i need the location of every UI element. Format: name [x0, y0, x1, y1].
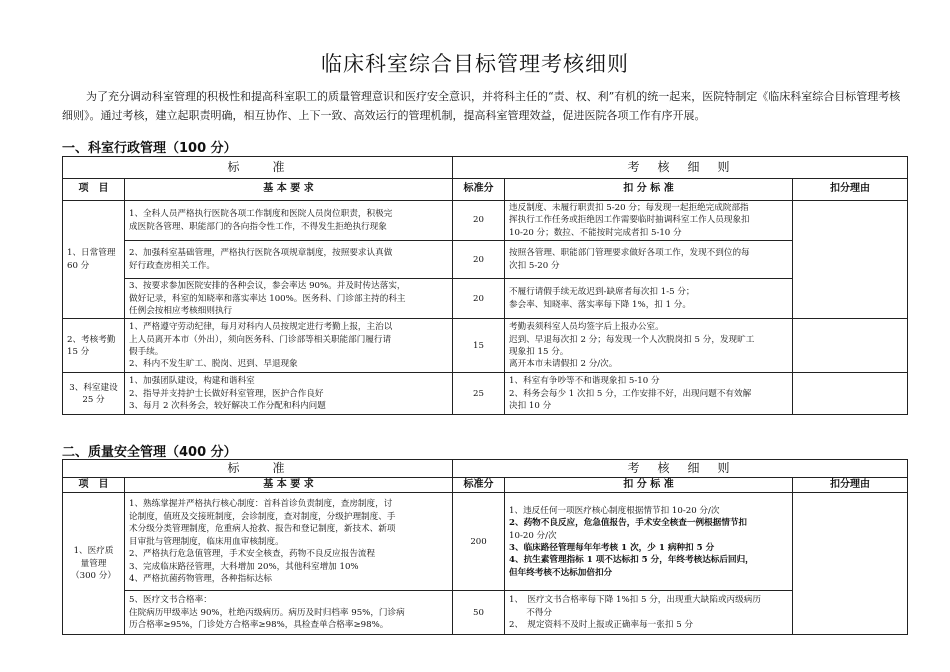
header-basic: 基 本 要 求 — [125, 478, 453, 493]
section-2-title: 二、质量安全管理（400 分） — [62, 445, 237, 460]
deduct-cell: 考勤表须科室人员均签字后上报办公室。 迟到、早退每次扣 2 分；每发现一个人次脱岗扣 5 分，发现旷工 现象扣 15 分。 离开本市未请假扣 2 分/次。 — [505, 319, 793, 373]
header-deduct: 扣 分 标 准 — [505, 179, 793, 201]
header-score: 标准分 — [453, 478, 505, 493]
item-cell: 1、日常管理 60 分 — [63, 201, 125, 319]
item-cell: 2、考核考勤 15 分 — [63, 319, 125, 373]
score-cell: 15 — [453, 319, 505, 373]
score-cell: 20 — [453, 201, 505, 241]
reason-cell[interactable] — [793, 201, 908, 319]
reason-cell[interactable] — [793, 493, 908, 635]
score-cell: 200 — [453, 493, 505, 591]
header-item: 项 目 — [63, 179, 125, 201]
header-standard: 标 准 — [63, 157, 453, 179]
req-cell: 1、全科人员严格执行医院各项工作制度和医院人员岗位职责，积极完 成医院各管理、职能部门的各向指令性工作，不得发生拒绝执行现象 — [125, 201, 453, 241]
admin-table — [62, 156, 908, 415]
table-row — [63, 241, 908, 279]
req-cell: 5、医疗文书合格率： 住院病历甲级率达 90%，杜绝丙级病历。病历及时归档率 95%，门诊病 历合格率≥95%，门诊处方合格率≥98%，具检查单合格率≥98%。 — [125, 591, 453, 635]
deduct-cell: 1、 医疗文书合格率每下降 1%扣 5 分，出现重大缺陷或丙级病历 不得分 2、 规定资料不及时上报或正确率每一张扣 5 分 — [505, 591, 793, 635]
table-row — [63, 591, 908, 635]
deduct-cell: 违反制度、未履行职责扣 5-20 分；每发现一起拒绝完成院部指 挥执行工作任务或拒绝因工作需要临时抽调科室工作人员现象扣 10-20 分；数拉、不能按时完成者扣 5-10 分 — [505, 201, 793, 241]
intro-text: 为了充分调动科室管理的积极性和提高科室职工的质量管理意识和医疗安全意识，并将科主任的“责、权、利”有机的统一起来，医院特制定《临床科室综合目标管理考核细则》。通过考核，建立起职责明确，相互协作、上下一致、高效运行的管理机制，提高科室管理效益，促进医院各项工作有序开展。 — [62, 90, 901, 122]
req-cell: 1、严格遵守劳动纪律，每月对科内人员按规定进行考勤上报，主治以 上人员离开本市（外出），须向医务科、门诊部等相关职能部门履行请 假手续。 2、科内不发生旷工、脱岗、迟到、早退现象 — [125, 319, 453, 373]
header-detail: 考 核 细 则 — [453, 157, 908, 179]
header-detail: 考 核 细 则 — [453, 460, 908, 478]
deduct-cell: 1、违反任何一项医疗核心制度根据情节扣 10-20 分/次 2、药物不良反应，危急值报告，手术安全核查一例根据情节扣 10-20 分/次 3、临床路径管理每年年考核 1 次，少 1 病种扣 5 分 4、抗生素管理指标 1 项不达标扣 5 分，年终考核达标后回归， 但年终考核不达标加倍扣分 — [505, 493, 793, 591]
quality-table — [62, 459, 908, 635]
req-cell: 1、熟练掌握并严格执行核心制度：首科首诊负责制度，查房制度，讨 论制度，值班及交接班制度，会诊制度，查对制度，分级护理制度、手 术分级分类管理制度，危重病人抢救、报告和登记制度，新技术、新项 目审批与管理制度，临床用血审核制度。 2、严格执行危急值管理，手术安全核查，药物不良反应报告流程 3、完成临床路径管理，大科增加 20%，其他科室增加 10% 4、严格抗菌药物管理，各种指标达标 — [125, 493, 453, 591]
table-row — [63, 493, 908, 591]
table-row — [63, 279, 908, 319]
req-cell: 3、按要求参加医院安排的各种会议，参会率达 90%。并及时传达落实， 做好记录，科室的知晓率和落实率达 100%。医务科、门诊部主持的科主 任例会按相应考核细则执行 — [125, 279, 453, 319]
deduct-cell: 按照各管理、职能部门管理要求做好各项工作，发现不到位的每 次扣 5-20 分 — [505, 241, 793, 279]
item-cell: 1、医疗质 量管理 （300 分） — [63, 493, 125, 635]
reason-cell[interactable] — [793, 373, 908, 415]
deduct-cell: 不履行请假手续无故迟到-缺席者每次扣 1-5 分； 参会率、知晓率、落实率每下降 1%，扣 1 分。 — [505, 279, 793, 319]
item-cell: 3、科室建设 25 分 — [63, 373, 125, 415]
header-standard: 标 准 — [63, 460, 453, 478]
header-reason: 扣分理由 — [793, 179, 908, 201]
header-basic: 基 本 要 求 — [125, 179, 453, 201]
intro-paragraph — [62, 88, 907, 125]
table-row — [63, 319, 908, 373]
page-title: 临床科室综合目标管理考核细则 — [321, 52, 629, 76]
score-cell: 50 — [453, 591, 505, 635]
section-1-title: 一、科室行政管理（100 分） — [62, 141, 237, 156]
table-row — [63, 201, 908, 241]
header-reason: 扣分理由 — [793, 478, 908, 493]
score-cell: 25 — [453, 373, 505, 415]
score-cell: 20 — [453, 279, 505, 319]
header-deduct: 扣 分 标 准 — [505, 478, 793, 493]
deduct-cell: 1、科室有争吵等不和谐现象扣 5-10 分 2、科务会每少 1 次扣 5 分，工作安排不好，出现问题不有效解 决扣 10 分 — [505, 373, 793, 415]
score-cell: 20 — [453, 241, 505, 279]
header-score: 标准分 — [453, 179, 505, 201]
req-cell: 2、加强科室基础管理，严格执行医院各项规章制度，按照要求认真做 好行政查房相关工作。 — [125, 241, 453, 279]
table-row — [63, 373, 908, 415]
req-cell: 1、加强团队建设，构建和谐科室 2、指导并支持护士长做好科室管理，医护合作良好 3、每月 2 次科务会，较好解决工作分配和科内问题 — [125, 373, 453, 415]
reason-cell[interactable] — [793, 319, 908, 373]
header-item: 项 目 — [63, 478, 125, 493]
